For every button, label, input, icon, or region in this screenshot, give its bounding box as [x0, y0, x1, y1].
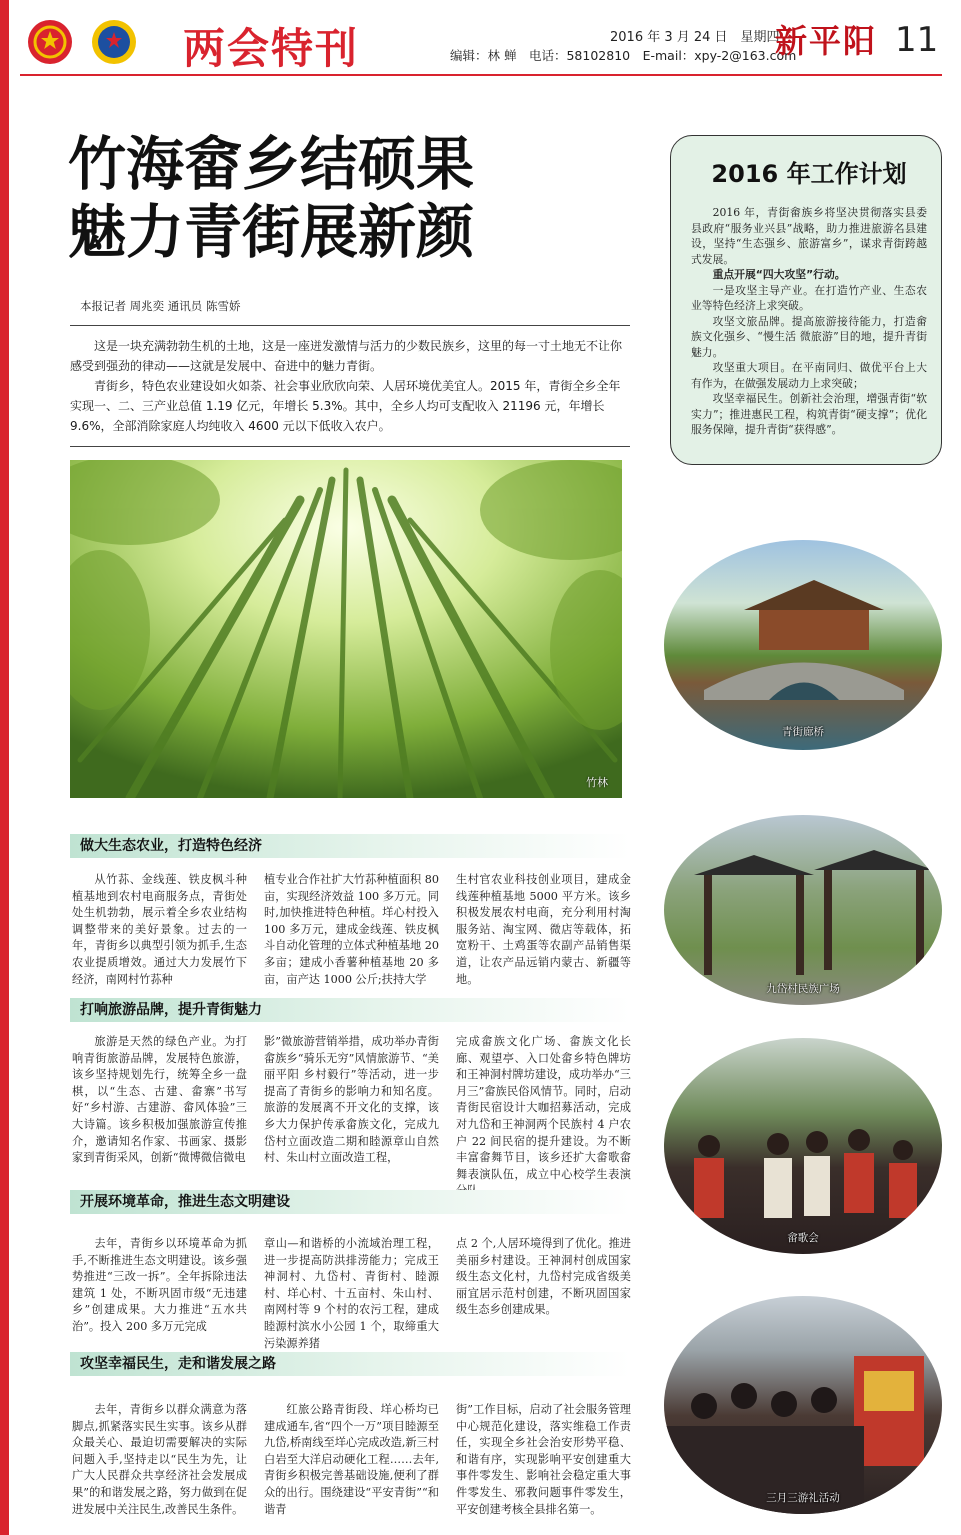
lead-paragraph-2: 青街乡，特色农业建设如火如荼、社会事业欣欣向荣、人居环境优美宜人。2015 年，青街全乡全年实现一、二、三产业总值 1.19 亿元，年增长 5.3%。其中，全乡人均可支配收入 21196 元，年增长 9.6%，全部消除家庭人均纯收入 4600 元以下低收入农户。: [70, 379, 621, 433]
section-heading-tourism: 打响旅游品牌，提升青街魅力: [70, 998, 630, 1022]
headline-line-2: 魅力青街展新颜: [68, 198, 475, 266]
plan-paragraph: 攻坚文旅品牌。提高旅游接待能力，打造畲族文化强乡、“慢生活 微旅游”目的地，提升青街魅力。: [691, 314, 927, 359]
article-lead: [70, 325, 630, 447]
paragraph: 章山—和谐桥的小流域治理工程，进一步提高防洪排涝能力；完成王神洞村、九岱村、青街村、睦源村、垟心村、十五亩村、朱山村、南网村等 9 个村的农污工程，建成睦源村滨水小公园 1 个，取缔重大污染源养猪: [264, 1237, 439, 1350]
section-column: [456, 1034, 631, 1200]
section-column: [72, 1402, 247, 1518]
paragraph: 植专业合作社扩大竹荪种植面积 80 亩，实现经济效益 100 多万元。同时,加快推进特色种植。垟心村投入 100 多万元，建成金线莲、铁皮枫斗自动化管理的立体式种植基地 20 多亩；建成小香薯种植基地 20 多亩，亩产达 1000 公斤;扶持大学: [264, 873, 439, 986]
section-column: [456, 1236, 631, 1352]
section-body-environment: [72, 1236, 632, 1352]
article-headline: [68, 130, 628, 266]
section-column: [72, 1236, 247, 1352]
special-issue-banner: 两会特刊: [155, 18, 387, 74]
bamboo-forest-photo: [70, 460, 622, 798]
photo-caption-square: 九岱村民族广场: [766, 983, 840, 995]
paragraph: 影”微旅游营销举措，成功举办青街畲族乡“骑乐无穷”风情旅游节、“美丽平阳 乡村毅行”等活动，进一步提高了青街乡的影响力和知名度。旅游的发展离不开文化的支撑，该乡大力保护传承畲族文化，完成九岱村立面改造二期和睦源章山自然村、朱山村立面改造工程，: [264, 1035, 439, 1165]
cppcc-emblem-icon: [90, 18, 138, 66]
plan-paragraph: 一是攻坚主导产业。在打造竹产业、生态农业等特色经济上求突破。: [691, 283, 927, 312]
paragraph: 点 2 个,人居环境得到了优化。推进美丽乡村建设。王神洞村创成国家级生态文化村，九岱村完成省级美丽宜居示范村创建，不断巩固国家级生态乡创建成果。: [456, 1237, 631, 1317]
plan-paragraph: 2016 年，青街畲族乡将坚决贯彻落实县委县政府“服务业兴县”战略，助力推进旅游名县建设，坚持“生态强乡、旅游富乡”，谋求青街跨越式发展。: [691, 206, 927, 266]
section-body-agriculture: [72, 872, 632, 988]
paragraph: 去年，青街乡以群众满意为落脚点,抓紧落实民生实事。该乡从群众最关心、最迫切需要解决的实际问题入手,坚持走以“民生为先，让广大人民群众共享经济社会发展成果”的和谐发展之路，努力做到在促进发展中关注民生,改善民生条件。: [72, 1403, 247, 1516]
paragraph: 生村官农业科技创业项目，建成金线莲种植基地 5000 平方米。该乡积极发展农村电商，充分利用村淘服务站、淘宝网、微店等载体，拓宽粉干、土鸡蛋等农副产品销售渠道，让农产品远销内蒙古、新疆等地。: [456, 873, 631, 986]
section-column: [264, 1034, 439, 1200]
section-column: [456, 872, 631, 988]
covered-bridge-photo: [664, 540, 942, 750]
paragraph: 街”工作目标，启动了社会服务管理中心规范化建设，落实维稳工作责任，实现全乡社会治安形势平稳、和谐有序，实现影响平安创建重大事件零发生、影响社会稳定重大事件零发生、邪教问题事件零发生，平安创建考核全县排名第一。: [456, 1403, 631, 1516]
song-festival-photo: [664, 1038, 942, 1254]
section-column: [456, 1402, 631, 1518]
lead-paragraph-1: 这是一块充满勃勃生机的土地，这是一座迸发激情与活力的少数民族乡，这里的每一寸土地无不让你感受到强劲的律动——这就是发展中、奋进中的魅力青街。: [70, 339, 623, 373]
photo-caption-parade: 三月三游礼活动: [766, 1492, 840, 1504]
paragraph: 红旅公路青街段、垟心桥均已建成通车,省“四个一万”项目睦源至九岱,桥南线至垟心完成改造,新三村白岩至大洋启动硬化工程……去年,青街乡积极完善基础设施,便利了群众的出行。围绕建设“平安青街”“和谐青: [264, 1403, 439, 1516]
headline-line-1: 竹海畲乡结硕果: [68, 130, 475, 198]
paragraph: 去年，青街乡以环境革命为抓手,不断推进生态文明建设。该乡强势推进“三改一拆”。全年拆除违法建筑 1 处，不断巩固市级“无违建乡”创建成果。大力推进“五水共治”。投入 200 多万元完成: [72, 1237, 247, 1333]
photo-caption-bridge: 青街廊桥: [782, 726, 824, 738]
work-plan-title: 2016 年工作计划: [711, 160, 907, 188]
section-column: [72, 1034, 247, 1200]
plan-paragraph: 攻坚重大项目。在平南同归、做优平台上大有作为，在做强发展动力上求突破；: [691, 361, 927, 390]
paragraph: 旅游是天然的绿色产业。为打响青街旅游品牌，发展特色旅游，该乡坚持规划先行，统筹全乡一盘棋，以“生态、古建、畲寨”书写好“乡村游、古建游、畲风体验”三大诗篇。该乡积极加强旅游宣传推介，邀请知名作家、书画家、摄影家到青街采风，创新“微博微信微电: [72, 1035, 247, 1165]
paragraph: 完成畲族文化广场、畲族文化长廊、观望亭、入口处畲乡特色牌坊和王神洞村牌坊建设，成功举办“三月三”畲族民俗风情节。同时，启动青街民宿设计大咖招募活动，完成对九岱和王神洞两个民族村 4 户农户 22 间民宿的提升建设。为不断丰富畲舞节目，该乡还扩大畲歌畲舞表演队伍，成立中心校学生表演: [456, 1035, 631, 1181]
march-third-parade-photo: [664, 1296, 942, 1514]
national-emblem-icon: [26, 18, 74, 66]
plan-paragraph: 攻坚幸福民生。创新社会治理，增强青街“软实力”；推进惠民工程，构筑青街“硬支撑”；优化服务保障，提升青街“获得感”。: [691, 392, 927, 436]
section-column: [264, 1236, 439, 1352]
ethnic-square-photo: [664, 815, 942, 1005]
paragraph: 从竹荪、金线莲、铁皮枫斗种植基地到农村电商服务点，青街处处生机勃勃，展示着全乡农业结构调整带来的美好景象。过去的一年，青街乡以典型引领为抓手,生态农业提质增效。通过大力发展竹下经济，南网村竹荪种: [72, 873, 247, 986]
section-heading-agriculture: 做大生态农业，打造特色经济: [70, 834, 630, 858]
bamboo-photo-caption: 竹林: [586, 776, 608, 789]
section-body-tourism: [72, 1034, 632, 1200]
section-heading-environment: 开展环境革命，推进生态文明建设: [70, 1190, 630, 1214]
page-number: 11: [895, 20, 939, 60]
photo-caption-festival: 畲歌会: [787, 1232, 819, 1244]
issue-date: 2016 年 3 月 24 日 星期四: [610, 30, 780, 45]
section-column: [264, 1402, 439, 1518]
newspaper-masthead: 新平阳: [775, 22, 878, 60]
section-body-livelihood: [72, 1402, 632, 1518]
section-column: [264, 872, 439, 988]
section-heading-livelihood: 攻坚幸福民生，走和谐发展之路: [70, 1352, 630, 1376]
section-column: [72, 872, 247, 988]
header-rule: [20, 74, 942, 76]
work-plan-box: [670, 135, 942, 465]
editor-contact: 编辑：林 蝉 电话：58102810 E-mail：xpy-2@163.com: [450, 48, 797, 63]
plan-paragraph-bold: 重点开展“四大攻坚”行动。: [712, 268, 846, 281]
article-byline: 本报记者 周兆奕 通讯员 陈雪娇: [80, 299, 241, 313]
